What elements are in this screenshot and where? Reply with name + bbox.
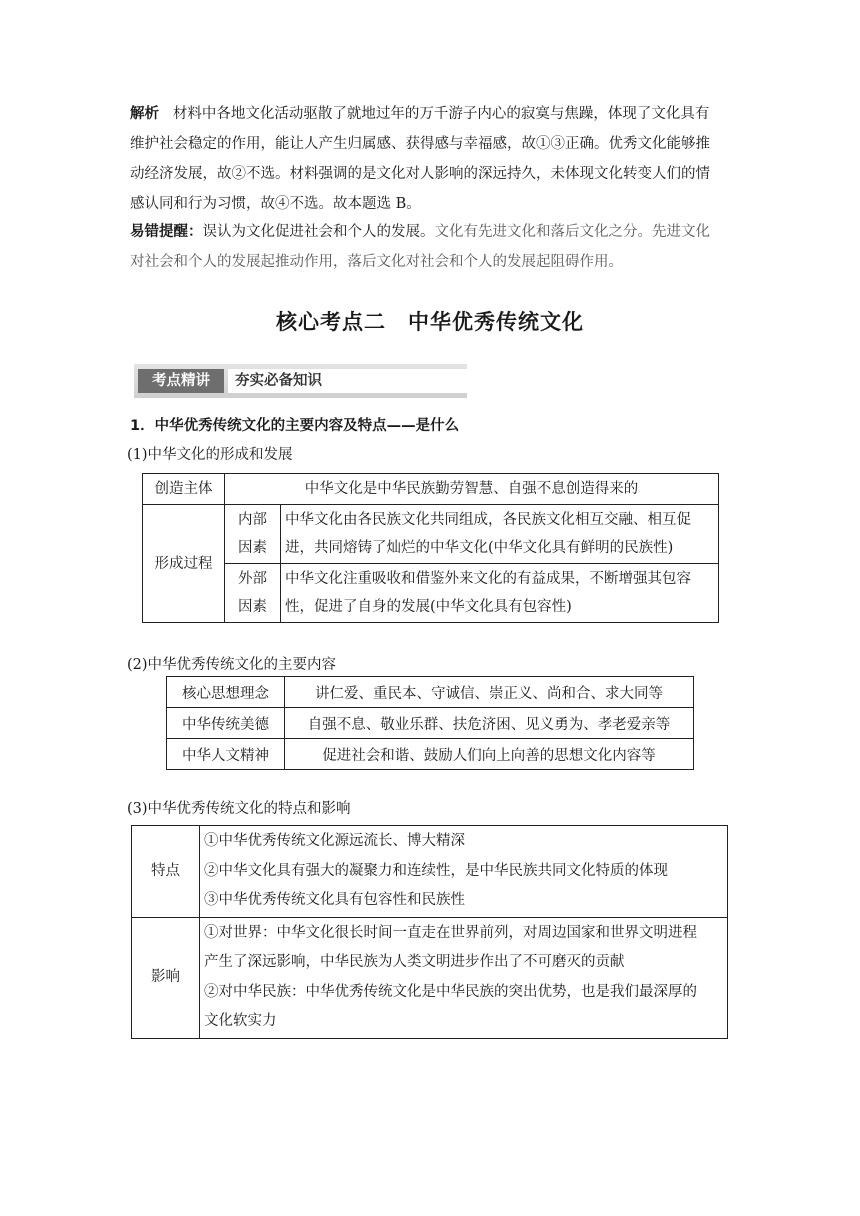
table-row xyxy=(167,677,694,708)
internal-text: 中华文化由各民族文化共同组成，各民族文化相互交融、相互促 进，共同熔铸了灿烂的中华文化(中华文化具有鲜明的民族性) xyxy=(281,505,719,564)
impact-text: ①对世界：中华文化很长时间一直走在世界前列，对周边国家和世界文明进程 产生了深远影响，中华民族为人类文明进步作出了不可磨灭的贡献 ②对中华民族：中华优秀传统文化是中华民族的突出优势，也是我们最深厚的 文化软实力 xyxy=(200,917,728,1038)
external-label: 外部因素 xyxy=(225,564,281,623)
table-row xyxy=(167,708,694,739)
analysis-line-1: 材料中各地文化活动驱散了就地过年的万千游子内心的寂寞与焦躁，体现了文化具有 xyxy=(172,106,710,122)
formation-table xyxy=(142,473,719,623)
impact-label: 影响 xyxy=(132,917,200,1038)
point1-sub1: (1)中华文化的形成和发展 xyxy=(127,447,293,463)
creator-label: 创造主体 xyxy=(143,474,225,505)
section-banner xyxy=(134,364,467,398)
error-tip-lead: 误认为文化促进社会和个人的发展。 xyxy=(202,224,435,240)
point1-heading: 1．中华优秀传统文化的主要内容及特点——是什么 xyxy=(130,418,460,434)
banner-left-label: 考点精讲 xyxy=(138,369,224,393)
error-tip-line-2: 对社会和个人的发展起推动作用，落后文化对社会和个人的发展起阻碍作用。 xyxy=(130,254,623,270)
analysis-paragraph xyxy=(130,99,732,219)
features-label: 特点 xyxy=(132,826,200,918)
error-tip-label: 易错提醒： xyxy=(130,224,203,240)
content-table xyxy=(166,676,694,770)
section-title: 核心考点二 中华优秀传统文化 xyxy=(276,310,584,334)
features-text: ①中华优秀传统文化源远流长、博大精深 ②中华文化具有强大的凝聚力和连续性，是中华民族共同文化特质的体现 ③中华优秀传统文化具有包容性和民族性 xyxy=(200,826,728,918)
content-value: 自强不息、敬业乐群、扶危济困、见义勇为、孝老爱亲等 xyxy=(285,708,694,739)
table-row xyxy=(167,739,694,770)
analysis-line-2: 维护社会稳定的作用，能让人产生归属感、获得感与幸福感，故①③正确。优秀文化能够推 xyxy=(130,136,710,152)
internal-label: 内部因素 xyxy=(225,505,281,564)
table-row xyxy=(143,564,719,623)
content-label: 中华传统美德 xyxy=(167,708,285,739)
content-value: 促进社会和谐、鼓励人们向上向善的思想文化内容等 xyxy=(285,739,694,770)
table-row xyxy=(132,826,728,918)
analysis-line-3: 动经济发展，故②不选。材料强调的是文化对人影响的深远持久，未体现文化转变人们的情 xyxy=(130,166,710,182)
external-text: 中华文化注重吸收和借鉴外来文化的有益成果，不断增强其包容 性，促进了自身的发展(中华文化具有包容性) xyxy=(281,564,719,623)
features-table xyxy=(131,825,728,1039)
analysis-label: 解析 xyxy=(130,106,159,122)
point1-sub3: (3)中华优秀传统文化的特点和影响 xyxy=(127,801,351,817)
table-row xyxy=(143,474,719,505)
banner-right-label: 夯实必备知识 xyxy=(228,369,472,393)
analysis-line-4: 感认同和行为习惯，故④不选。故本题选 B。 xyxy=(130,196,421,212)
table-row xyxy=(132,917,728,1038)
content-value: 讲仁爱、重民本、守诚信、崇正义、尚和合、求大同等 xyxy=(285,677,694,708)
error-tip xyxy=(130,217,732,277)
table-row xyxy=(143,505,719,564)
creator-value: 中华文化是中华民族勤劳智慧、自强不息创造得来的 xyxy=(225,474,719,505)
content-label: 核心思想理念 xyxy=(167,677,285,708)
content-label: 中华人文精神 xyxy=(167,739,285,770)
point1-sub2: (2)中华优秀传统文化的主要内容 xyxy=(127,657,337,673)
process-label: 形成过程 xyxy=(143,505,225,623)
error-tip-rest: 文化有先进文化和落后文化之分。先进文化 xyxy=(434,224,710,240)
